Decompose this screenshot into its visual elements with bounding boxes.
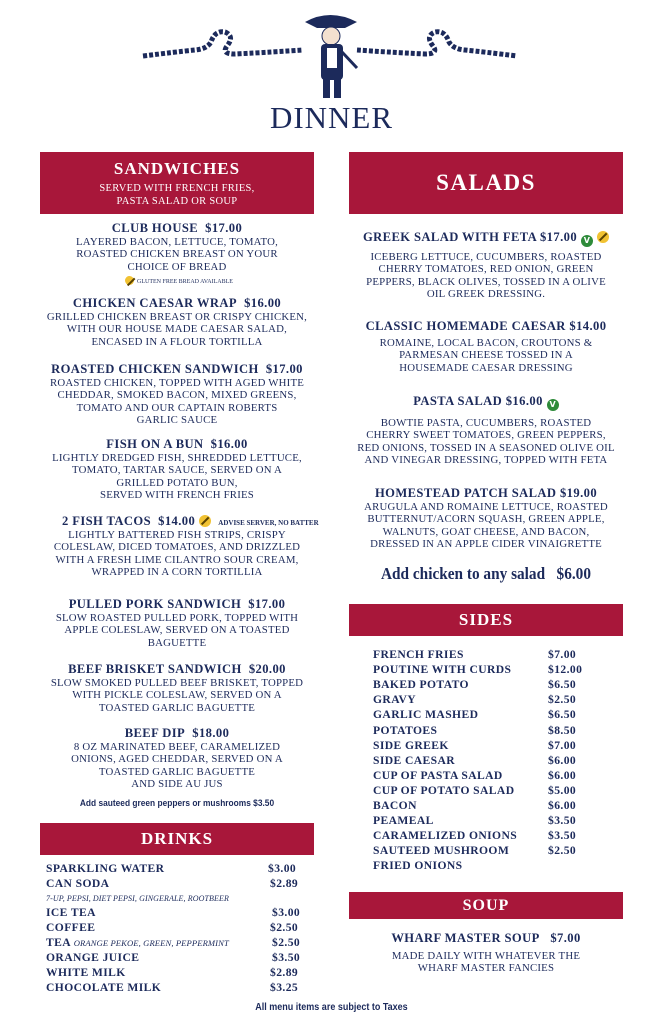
item-desc: ROMAINE, LOCAL BACON, CROUTONS & bbox=[379, 337, 593, 349]
drinks-header bbox=[40, 823, 314, 855]
gluten-free-icon bbox=[597, 231, 609, 243]
drink-name: CHOCOLATE MILK bbox=[46, 981, 162, 994]
side-name: BACON bbox=[373, 799, 417, 812]
side-price: $6.00 bbox=[548, 799, 577, 812]
drink-name: ICE TEA bbox=[46, 906, 96, 919]
item-price: $18.00 bbox=[192, 726, 230, 740]
side-name: POUTINE WITH CURDS bbox=[373, 663, 512, 677]
captain-logo bbox=[135, 8, 525, 100]
menu-item-homestead-patch bbox=[349, 486, 623, 551]
item-desc: HOUSEMADE CAESAR DRESSING bbox=[399, 361, 573, 374]
side-name: FRIED ONIONS bbox=[373, 859, 463, 873]
item-desc: LAYERED BACON, LETTUCE, TOMATO, bbox=[76, 236, 278, 248]
side-price: $6.50 bbox=[548, 708, 577, 722]
sandwiches-subtitle-2: PASTA SALAD OR SOUP bbox=[116, 196, 238, 207]
drink-name: CAN SODA bbox=[46, 877, 110, 890]
item-desc: GRILLED POTATO BUN, bbox=[116, 476, 238, 489]
menu-item-roasted-chicken-sandwich bbox=[40, 362, 314, 427]
menu-item-beef-dip bbox=[40, 726, 314, 791]
side-name: SIDE CAESAR bbox=[373, 753, 456, 767]
item-price: $14.00 bbox=[569, 319, 607, 333]
side-name: GRAVY bbox=[373, 693, 417, 707]
side-name: PEAMEAL bbox=[373, 814, 434, 828]
item-price: $14.00 bbox=[158, 514, 196, 528]
menu-item-pasta-salad bbox=[349, 394, 623, 467]
salads-header bbox=[349, 152, 623, 214]
item-price: $16.00 bbox=[244, 296, 282, 310]
captain-figure-icon bbox=[305, 15, 357, 98]
drink-name: TEA bbox=[46, 936, 71, 949]
item-desc: GRILLED CHICKEN BREAST OR CRISPY CHICKEN, bbox=[46, 311, 308, 323]
sandwiches-header bbox=[40, 152, 314, 214]
item-price: $16.00 bbox=[505, 394, 543, 408]
item-name: CLUB HOUSE bbox=[111, 221, 199, 235]
side-price: $7.00 bbox=[548, 648, 577, 661]
menu-item-beef-brisket bbox=[40, 662, 314, 714]
drink-price: $3.00 bbox=[272, 906, 301, 919]
side-name: CUP OF PASTA SALAD bbox=[373, 768, 503, 782]
item-desc: BUTTERNUT/ACORN SQUASH, GREEN APPLE, bbox=[367, 513, 605, 526]
item-desc: COLESLAW, DICED TOMATOES, AND DRIZZLED bbox=[53, 541, 301, 554]
item-desc: CHEDDAR, SMOKED BACON, MIXED GREENS, bbox=[57, 389, 297, 402]
menu-item-chicken-caesar-wrap bbox=[40, 296, 314, 348]
item-name: PASTA SALAD bbox=[413, 394, 503, 408]
item-name: 2 FISH TACOS bbox=[62, 514, 152, 528]
sandwiches-subtitle-1: SERVED WITH FRENCH FRIES, bbox=[99, 183, 255, 194]
item-desc: LIGHTLY BATTERED FISH STRIPS, CRISPY bbox=[68, 529, 286, 541]
item-desc: ONIONS, AGED CHEDDAR, SERVED ON A bbox=[71, 753, 283, 766]
side-name: CARAMELIZED ONIONS bbox=[373, 829, 518, 843]
item-desc: GARLIC SAUCE bbox=[136, 414, 218, 427]
drink-price: $3.00 bbox=[268, 862, 297, 875]
side-price: $6.50 bbox=[548, 678, 577, 692]
item-desc: WITH OUR HOUSE MADE CAESAR SALAD, bbox=[66, 323, 288, 336]
item-desc: SLOW SMOKED PULLED BEEF BRISKET, TOPPED bbox=[50, 677, 304, 689]
side-price: $2.50 bbox=[548, 693, 577, 707]
side-price: $5.00 bbox=[548, 783, 577, 797]
item-desc: TOASTED GARLIC BAGUETTE bbox=[98, 701, 256, 714]
item-desc: CHERRY TOMATOES, RED ONION, GREEN bbox=[378, 263, 594, 276]
side-name: FRENCH FRIES bbox=[373, 648, 464, 661]
item-desc: APPLE COLESLAW, SERVED ON A TOASTED bbox=[64, 624, 290, 637]
drink-name: ORANGE JUICE bbox=[46, 951, 140, 964]
item-name: CHICKEN CAESAR WRAP bbox=[72, 296, 237, 310]
item-name: WHARF MASTER SOUP bbox=[391, 931, 540, 945]
drink-subtext: 7-UP, PEPSI, DIET PEPSI, GINGERALE, ROOTBEER bbox=[46, 894, 229, 903]
item-desc: CHERRY SWEET TOMATOES, GREEN PEPPERS, bbox=[366, 429, 606, 442]
tax-footer-note: All menu items are subject to Taxes bbox=[255, 1002, 408, 1013]
side-name: POTATOES bbox=[373, 723, 438, 737]
item-price: $7.00 bbox=[550, 931, 581, 945]
side-price: $6.00 bbox=[548, 768, 577, 782]
item-desc: ARUGULA AND ROMAINE LETTUCE, ROASTED bbox=[364, 501, 608, 513]
sides-title: SIDES bbox=[458, 610, 514, 629]
side-price: $7.00 bbox=[548, 738, 577, 752]
item-desc: PARMESAN CHEESE TOSSED IN A bbox=[399, 349, 573, 362]
soup-title: SOUP bbox=[462, 897, 510, 914]
item-price: $17.00 bbox=[248, 597, 286, 611]
sandwich-addon-note: Add sauteed green peppers or mushrooms $3.50 bbox=[79, 798, 275, 809]
item-desc: ENCASED IN A FLOUR TORTILLA bbox=[91, 335, 263, 348]
item-desc: 8 OZ MARINATED BEEF, CARAMELIZED bbox=[73, 741, 281, 753]
item-name: FISH ON A BUN bbox=[106, 437, 204, 451]
sides-header bbox=[349, 604, 623, 636]
menu-item-pulled-pork bbox=[40, 597, 314, 649]
item-desc: WITH PICKLE COLESLAW, SERVED ON A bbox=[72, 689, 282, 702]
item-name: ROASTED CHICKEN SANDWICH bbox=[51, 362, 259, 376]
item-price: $19.00 bbox=[559, 486, 598, 500]
item-desc: OIL GREEK DRESSING. bbox=[426, 288, 546, 301]
drink-price: $3.50 bbox=[272, 951, 301, 964]
item-desc: BAGUETTE bbox=[147, 636, 207, 649]
vegetarian-icon: V bbox=[547, 399, 559, 411]
menu-item-fish-on-a-bun bbox=[40, 437, 314, 502]
drink-name: SPARKLING WATER bbox=[46, 862, 165, 875]
gluten-free-note: ADVISE SERVER, NO BATTER bbox=[218, 519, 319, 527]
item-desc: AND SIDE AU JUS bbox=[131, 778, 223, 791]
item-desc: PEPPERS, BLACK OLIVES, TOSSED IN A OLIVE bbox=[366, 275, 606, 288]
drinks-title: DRINKS bbox=[140, 829, 214, 848]
item-desc: WITH A FRESH LIME CILANTRO SOUR CREAM, bbox=[55, 553, 299, 566]
item-desc: CHOICE OF BREAD bbox=[127, 260, 227, 273]
drink-price: $2.50 bbox=[270, 921, 299, 934]
soup-header bbox=[349, 892, 623, 919]
menu-item-greek-salad bbox=[349, 230, 623, 301]
item-name: GREEK SALAD WITH FETA bbox=[362, 230, 537, 244]
item-desc: SERVED WITH FRENCH FRIES bbox=[99, 489, 254, 502]
menu-item-classic-caesar bbox=[349, 319, 623, 374]
side-price: $8.50 bbox=[548, 723, 577, 737]
side-name: GARLIC MASHED bbox=[373, 708, 479, 722]
side-price: $6.00 bbox=[548, 753, 577, 767]
item-desc: TOMATO, TARTAR SAUCE, SERVED ON A bbox=[71, 464, 283, 477]
rope-left-icon bbox=[143, 32, 303, 56]
drink-price: $2.89 bbox=[270, 877, 299, 890]
item-desc: LIGHTLY DREDGED FISH, SHREDDED LETTUCE, bbox=[52, 452, 302, 464]
item-desc: SLOW ROASTED PULLED PORK, TOPPED WITH bbox=[55, 612, 299, 624]
page-title: DINNER bbox=[269, 100, 394, 135]
item-price: $20.00 bbox=[248, 662, 286, 676]
drink-name: WHITE MILK bbox=[46, 966, 126, 979]
vegetarian-icon: V bbox=[581, 235, 593, 247]
side-price: $12.00 bbox=[548, 663, 583, 677]
item-desc: ROASTED CHICKEN, TOPPED WITH AGED WHITE bbox=[49, 377, 305, 389]
drink-subtext: ORANGE PEKOE, GREEN, PEPPERMINT bbox=[73, 938, 229, 948]
item-price: $17.00 bbox=[265, 362, 303, 376]
gluten-free-note: GLUTEN FREE BREAD AVAILABLE bbox=[137, 279, 233, 286]
item-desc: TOMATO AND OUR CAPTAIN ROBERTS bbox=[76, 401, 278, 414]
item-price: $16.00 bbox=[210, 437, 248, 451]
menu-item-wharf-master-soup bbox=[349, 931, 623, 975]
drink-price: $2.50 bbox=[272, 936, 301, 949]
item-name: CLASSIC HOMEMADE CAESAR bbox=[365, 319, 566, 333]
item-name: PULLED PORK SANDWICH bbox=[68, 597, 242, 611]
item-name: BEEF BRISKET SANDWICH bbox=[68, 662, 242, 676]
item-desc: ROASTED CHICKEN BREAST ON YOUR bbox=[76, 248, 278, 261]
item-desc: DRESSED IN AN APPLE CIDER VINAIGRETTE bbox=[370, 538, 602, 551]
item-desc: ICEBERG LETTUCE, CUCUMBERS, ROASTED bbox=[370, 251, 602, 263]
item-desc: WHARF MASTER FANCIES bbox=[417, 962, 555, 975]
salad-addon-note: Add chicken to any salad $6.00 bbox=[380, 564, 591, 583]
rope-right-icon bbox=[357, 32, 517, 56]
gluten-free-icon bbox=[125, 276, 134, 285]
sandwiches-title: SANDWICHES bbox=[113, 159, 241, 178]
item-price: $17.00 bbox=[539, 230, 578, 244]
item-price: $17.00 bbox=[205, 221, 243, 235]
gluten-free-icon bbox=[199, 515, 211, 527]
side-price: $3.50 bbox=[548, 814, 577, 828]
item-desc: MADE DAILY WITH WHATEVER THE bbox=[391, 950, 581, 962]
item-desc: AND VINEGAR DRESSING, TOPPED WITH FETA bbox=[364, 454, 608, 467]
item-name: HOMESTEAD PATCH SALAD bbox=[374, 486, 557, 500]
item-desc: TOASTED GARLIC BAGUETTE bbox=[98, 765, 256, 778]
menu-item-club-house bbox=[40, 221, 314, 287]
item-desc: BOWTIE PASTA, CUCUMBERS, ROASTED bbox=[380, 417, 592, 429]
item-desc: WRAPPED IN A CORN TORTILLIA bbox=[91, 566, 263, 579]
salads-title: SALADS bbox=[436, 170, 536, 195]
item-name: BEEF DIP bbox=[124, 726, 186, 740]
drink-price: $3.25 bbox=[270, 981, 299, 994]
drink-name: COFFEE bbox=[46, 921, 96, 934]
drink-price: $2.89 bbox=[270, 966, 299, 979]
menu-item-fish-tacos-desc bbox=[40, 529, 314, 579]
item-desc: RED ONIONS, TOSSED IN A SEASONED OLIVE OIL bbox=[357, 441, 615, 454]
side-price: $3.50 bbox=[548, 829, 577, 843]
side-name: BAKED POTATO bbox=[373, 678, 469, 692]
item-desc: WALNUTS, GOAT CHEESE, AND BACON, bbox=[382, 525, 590, 538]
side-name: CUP OF POTATO SALAD bbox=[373, 783, 515, 797]
side-price: $2.50 bbox=[548, 844, 577, 858]
side-name: SAUTEED MUSHROOM bbox=[373, 844, 510, 858]
side-name: SIDE GREEK bbox=[373, 738, 449, 752]
